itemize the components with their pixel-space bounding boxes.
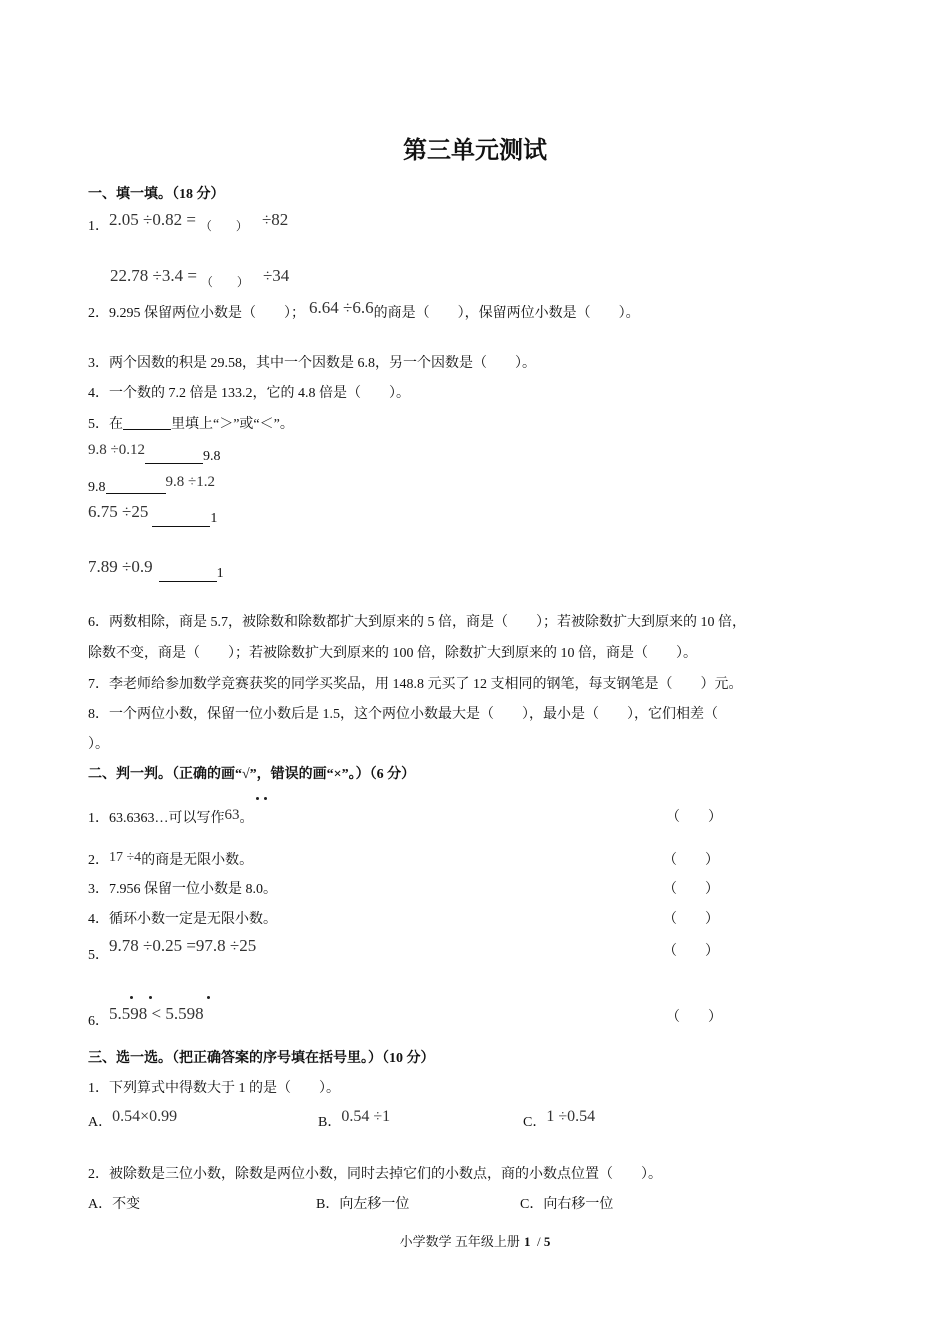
q2-text-1: 9.295 保留两位小数是（ ）； bbox=[109, 306, 305, 321]
q5-text-a: 5．在 bbox=[88, 417, 123, 432]
repeat-dot-icon bbox=[149, 996, 152, 999]
judge-5-number: 5． bbox=[88, 948, 109, 963]
choice-q2-option-c[interactable]: C．向右移一位 bbox=[520, 1197, 614, 1212]
repeat-dot-icon bbox=[264, 797, 267, 800]
judge-6-answer-paren[interactable]: （ ） bbox=[666, 1010, 722, 1025]
choice-q2-option-a[interactable]: A．不变 bbox=[88, 1197, 141, 1212]
option-b-expression: 0.54 ÷1 bbox=[341, 1108, 391, 1125]
judge-1-text: 63.6363…可以写作 bbox=[109, 811, 225, 826]
judge-6-number: 6． bbox=[88, 1014, 109, 1029]
q1a-tail: ÷82 bbox=[261, 210, 289, 229]
option-c-label: C． bbox=[523, 1115, 547, 1130]
q2-text-2: 的商是（ ），保留两位小数是（ ）。 bbox=[373, 306, 640, 321]
q5-line bbox=[88, 415, 294, 434]
choice-q1-option-c[interactable] bbox=[523, 1108, 596, 1132]
section-2-heading: 二、判一判。（正确的画“√”，错误的画“×”。）（6 分） bbox=[88, 767, 416, 782]
judge-3-answer-paren[interactable]: （ ） bbox=[663, 882, 719, 897]
judge-3: 3．7.956 保留一位小数是 8.0。 bbox=[88, 882, 277, 897]
judge-6 bbox=[88, 1004, 204, 1029]
compare-3 bbox=[88, 503, 217, 527]
option-a-expression: 0.54×0.99 bbox=[112, 1108, 178, 1125]
choice-q1: 1．下列算式中得数大于 1 的是（ ）。 bbox=[88, 1081, 340, 1096]
judge-2 bbox=[88, 852, 253, 870]
q5-blank bbox=[123, 415, 171, 430]
q1b-tail: ÷34 bbox=[262, 266, 290, 285]
choice-q2: 2．被除数是三位小数，除数是两位小数，同时去掉它们的小数点，商的小数点位置（ ）。 bbox=[88, 1167, 662, 1182]
judge-6-expression: 5.598 < 5.598 bbox=[109, 1004, 204, 1023]
option-a-label: A． bbox=[88, 1115, 113, 1130]
compare-2-left: 9.8 bbox=[88, 480, 106, 495]
judge-1-number: 1． bbox=[88, 811, 109, 826]
q2-expression: 6.64 ÷6.6 bbox=[309, 298, 374, 317]
judge-4-answer-paren[interactable]: （ ） bbox=[663, 912, 719, 927]
section-3-heading: 三、选一选。（把正确答案的序号填在括号里。）（10 分） bbox=[88, 1051, 435, 1066]
compare-2-right: 9.8 ÷1.2 bbox=[165, 474, 215, 490]
q1a-expression: 2.05 ÷0.82 = bbox=[109, 210, 196, 229]
compare-3-blank bbox=[152, 512, 210, 527]
compare-2 bbox=[88, 475, 215, 494]
q1b-blank: （ ） bbox=[200, 275, 249, 289]
q5-text-b: 里填上“＞”或“＜”。 bbox=[171, 417, 294, 432]
judge-1-answer-paren[interactable]: （ ） bbox=[666, 810, 722, 825]
compare-1 bbox=[88, 443, 220, 464]
compare-4-right: 1 bbox=[216, 566, 224, 581]
section-1-heading: 一、填一填。（18 分） bbox=[88, 187, 225, 202]
repeat-dot-icon bbox=[256, 797, 259, 800]
q1-line-b bbox=[110, 266, 290, 289]
compare-4-blank bbox=[159, 567, 217, 582]
compare-3-left: 6.75 ÷25 bbox=[88, 502, 149, 521]
compare-1-blank bbox=[145, 449, 203, 464]
choice-q2-option-b[interactable]: B．向左移一位 bbox=[316, 1197, 410, 1212]
choice-q1-option-b[interactable] bbox=[318, 1108, 391, 1132]
q6-line-b: 除数不变，商是（ ）；若被除数扩大到原来的 100 倍，除数扩大到原来的 10 倍，商是（ ）。 bbox=[88, 646, 697, 661]
judge-2-expression: 17 ÷4 bbox=[109, 850, 142, 865]
compare-4 bbox=[88, 558, 224, 582]
judge-2-answer-paren[interactable]: （ ） bbox=[663, 853, 719, 868]
q1-number: 1． bbox=[88, 219, 109, 234]
q4-line: 4．一个数的 7.2 倍是 133.2，它的 4.8 倍是（ ）。 bbox=[88, 386, 410, 401]
compare-3-right: 1 bbox=[210, 511, 218, 526]
footer-text: 小学数学 五年级上册 bbox=[399, 1234, 520, 1249]
compare-1-right: 9.8 bbox=[202, 449, 221, 464]
option-c-expression: 1 ÷0.54 bbox=[546, 1108, 596, 1125]
footer-separator: / bbox=[530, 1234, 544, 1249]
q1-line-a bbox=[88, 210, 289, 236]
q8-line-a: 8．一个两位小数，保留一位小数后是 1.5，这个两位小数最大是（ ），最小是（ ），它们相差（ bbox=[88, 707, 718, 722]
q1b-expression: 22.78 ÷3.4 = bbox=[110, 266, 197, 285]
judge-1 bbox=[88, 809, 254, 828]
judge-5-expression: 9.78 ÷0.25 =97.8 ÷25 bbox=[109, 936, 257, 955]
q3-line: 3．两个因数的积是 29.58，其中一个因数是 6.8，另一个因数是（ ）。 bbox=[88, 356, 536, 371]
footer-total-pages: 5 bbox=[543, 1234, 551, 1249]
judge-1-expression: 63 bbox=[224, 807, 240, 823]
q2-number: 2． bbox=[88, 306, 109, 321]
choice-q1-option-a[interactable] bbox=[88, 1108, 178, 1132]
option-b-label: B． bbox=[318, 1115, 342, 1130]
judge-2-text: 的商是无限小数。 bbox=[141, 853, 254, 868]
q1a-blank: （ ） bbox=[199, 219, 248, 233]
compare-1-left: 9.8 ÷0.12 bbox=[88, 442, 145, 458]
repeat-dot-icon bbox=[207, 996, 210, 999]
q6-line-a: 6．两数相除，商是 5.7，被除数和除数都扩大到原来的 5 倍，商是（ ）；若被除数扩大到原来的 10 倍， bbox=[88, 615, 746, 630]
page-footer bbox=[0, 1231, 950, 1250]
footer-page-number: 1 bbox=[523, 1234, 531, 1249]
q2-line bbox=[88, 298, 640, 323]
page-title: 第三单元测试 bbox=[403, 138, 547, 164]
compare-4-left: 7.89 ÷0.9 bbox=[88, 557, 153, 576]
judge-4: 4．循环小数一定是无限小数。 bbox=[88, 912, 277, 927]
q8-line-b: ）。 bbox=[88, 737, 109, 752]
judge-2-number: 2． bbox=[88, 853, 109, 868]
judge-5-answer-paren[interactable]: （ ） bbox=[663, 944, 719, 959]
judge-1-text-end: 。 bbox=[239, 811, 254, 826]
compare-2-blank bbox=[106, 479, 166, 494]
judge-5 bbox=[88, 936, 257, 963]
q7-line: 7．李老师给参加数学竞赛获奖的同学买奖品，用 148.8 元买了 12 支相同的钢笔，每支钢笔是（ ）元。 bbox=[88, 677, 743, 692]
repeat-dot-icon bbox=[130, 996, 133, 999]
